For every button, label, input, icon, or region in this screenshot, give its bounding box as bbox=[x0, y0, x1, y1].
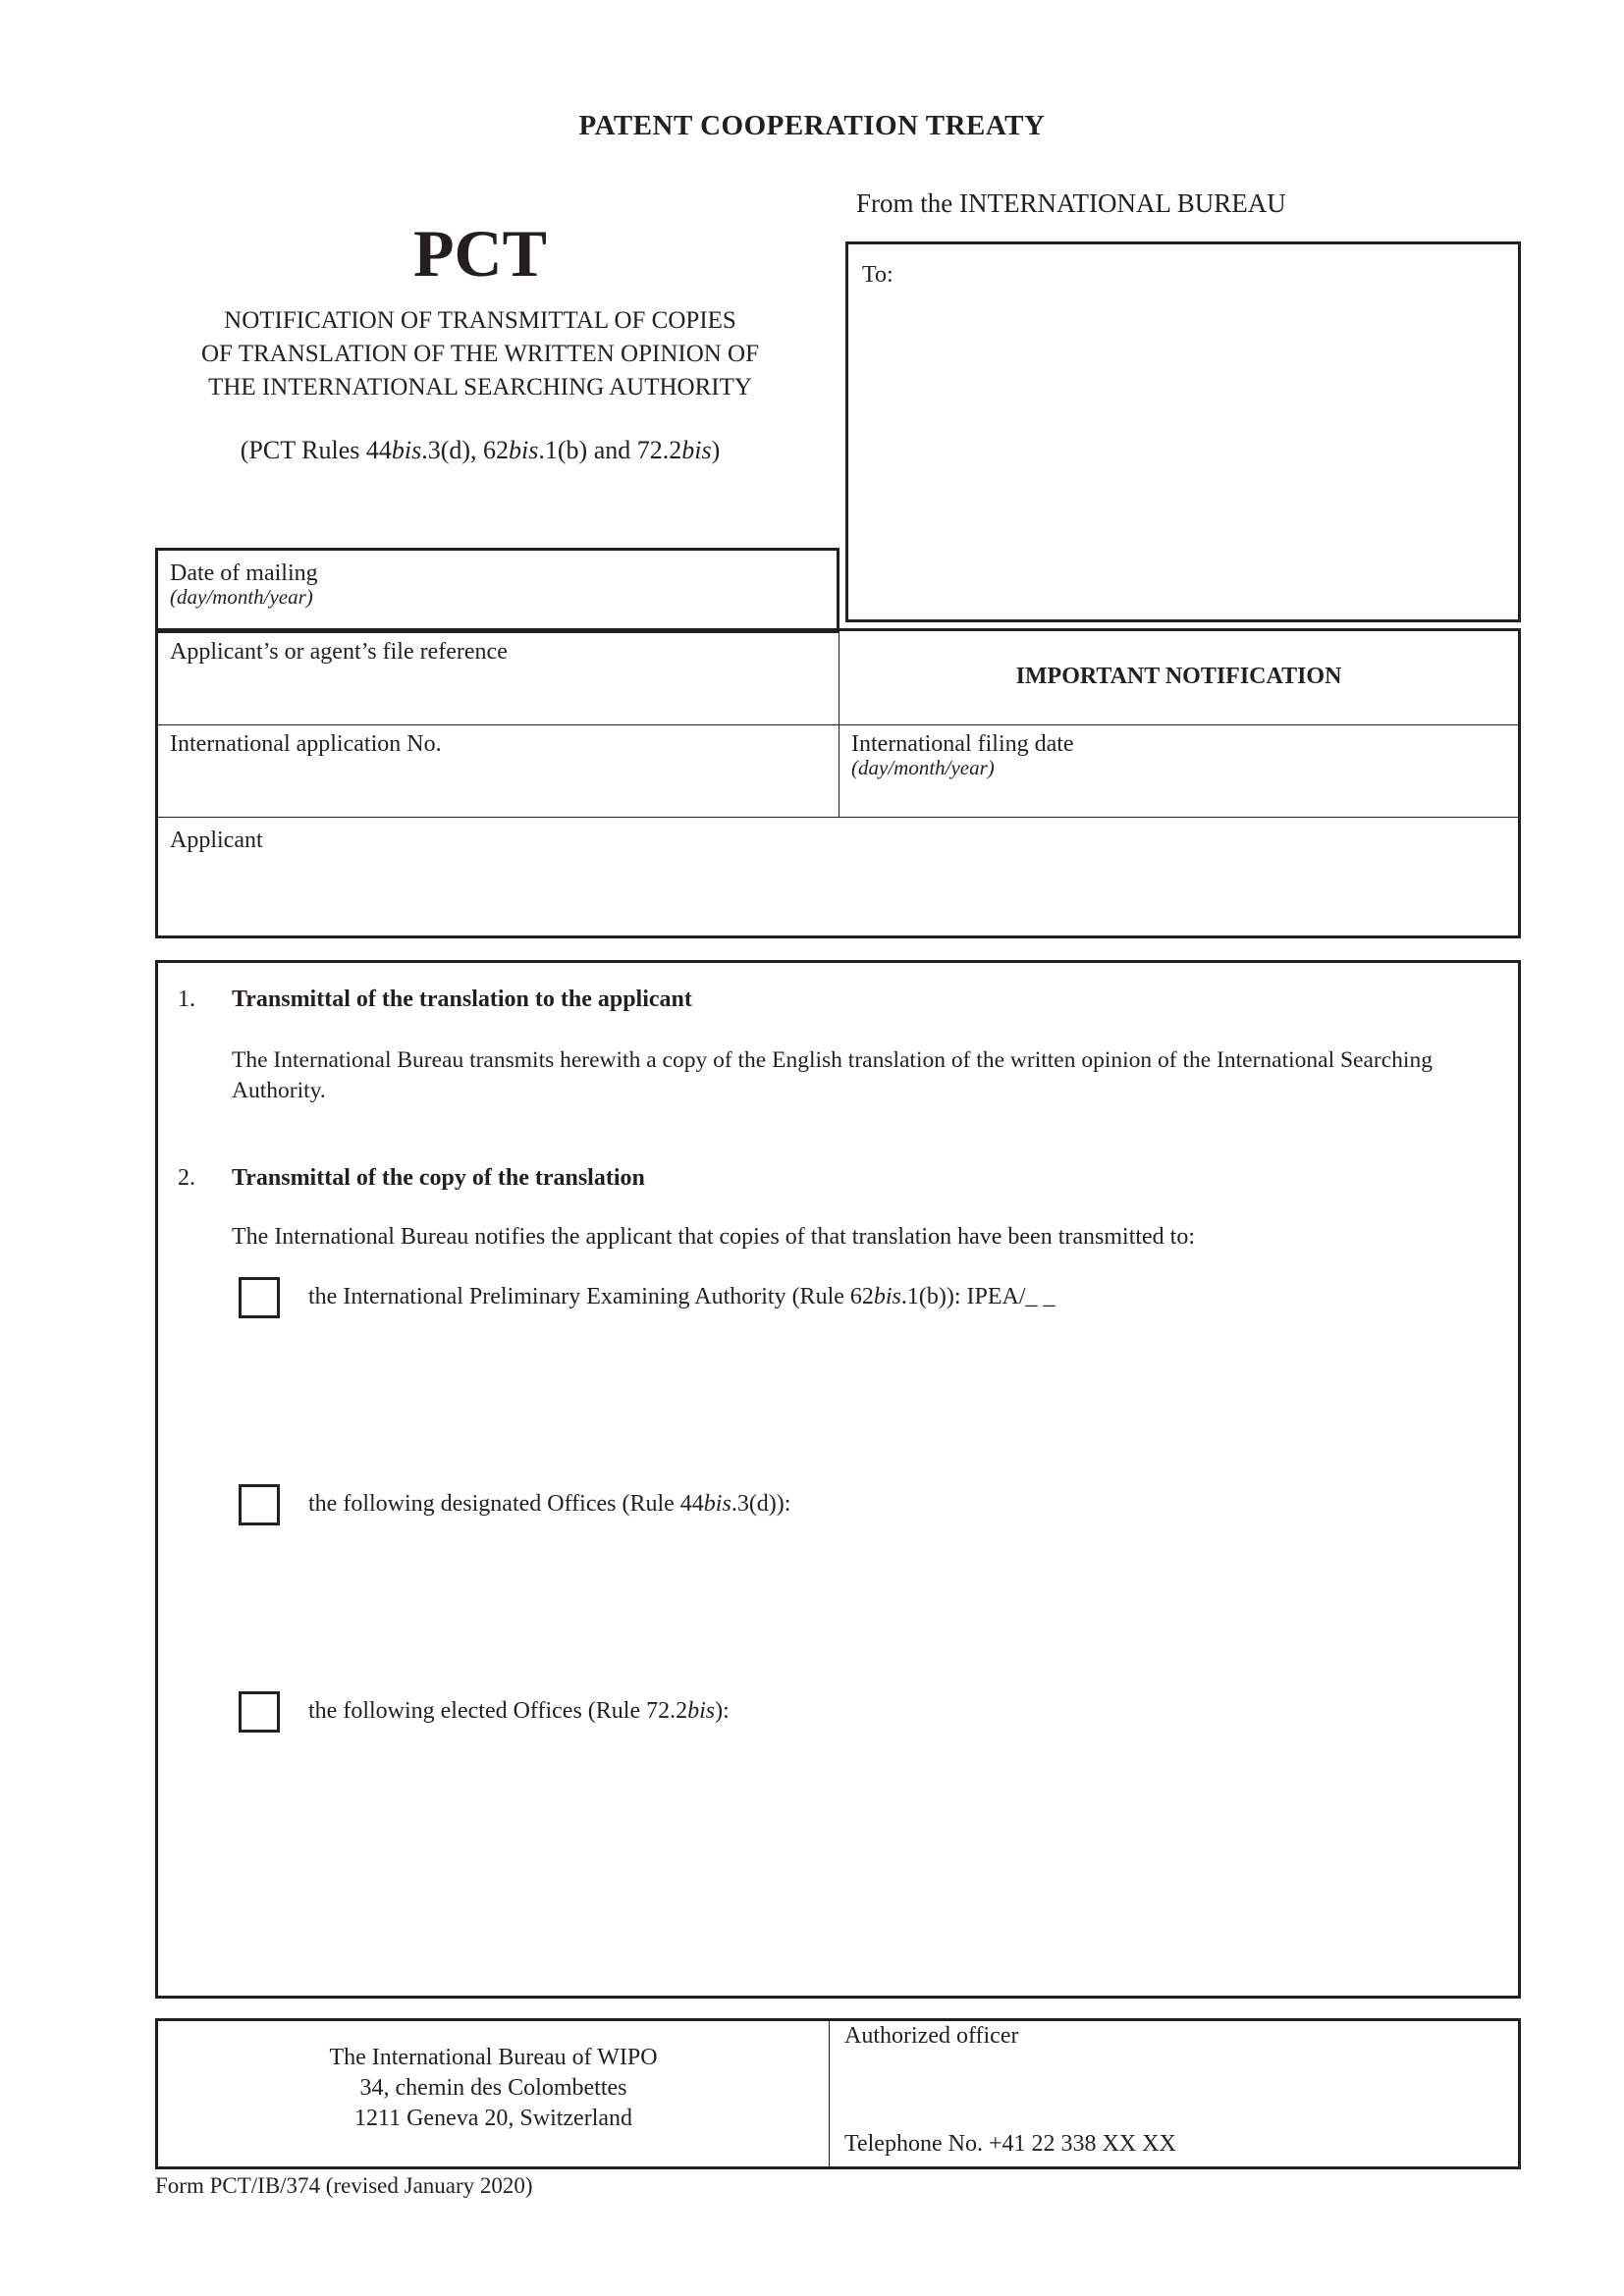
address-line-3: 1211 Geneva 20, Switzerland bbox=[353, 2106, 633, 2131]
notification-title-line-3: THE INTERNATIONAL SEARCHING AUTHORITY bbox=[208, 374, 752, 400]
applicant-field[interactable] bbox=[158, 818, 1518, 935]
designated-offices-checkbox[interactable] bbox=[239, 1484, 280, 1525]
filing-date-field[interactable] bbox=[839, 725, 1518, 817]
application-details-box bbox=[155, 628, 1521, 938]
file-reference-label: Applicant’s or agent’s file reference bbox=[170, 639, 508, 665]
date-of-mailing-label: Date of mailing (day/month/year) bbox=[170, 561, 318, 609]
applicant-label: Applicant bbox=[170, 828, 263, 853]
section-1-title: Transmittal of the translation to the applicant bbox=[232, 987, 692, 1012]
footer-divider bbox=[829, 2021, 830, 2166]
address-line-2: 34, chemin des Colombettes bbox=[359, 2075, 627, 2101]
important-notification-cell bbox=[839, 631, 1518, 724]
transmittal-box bbox=[155, 960, 1521, 1999]
footer-box bbox=[155, 2018, 1521, 2169]
wipo-address bbox=[158, 2043, 829, 2134]
section-2-title: Transmittal of the copy of the translation bbox=[232, 1165, 645, 1191]
filing-date-hint: (day/month/year) bbox=[851, 756, 995, 779]
section-2-number: 2. bbox=[178, 1165, 195, 1191]
filing-date-label: International filing date (day/month/year) bbox=[851, 731, 1074, 779]
elected-offices-label: the following elected Offices (Rule 72.2bis): bbox=[308, 1698, 730, 1724]
ipea-checkbox[interactable] bbox=[239, 1277, 280, 1318]
designated-offices-label: the following designated Offices (Rule 44bis.3(d)): bbox=[308, 1491, 791, 1517]
address-line-1: The International Bureau of WIPO bbox=[329, 2045, 658, 2070]
application-number-field[interactable] bbox=[158, 725, 839, 817]
section-2-body: The International Bureau notifies the applicant that copies of that translation have been transmitted to: bbox=[232, 1224, 1196, 1250]
ipea-option-label: the International Preliminary Examining Authority (Rule 62bis.1(b)): IPEA/_ _ bbox=[308, 1284, 1056, 1309]
notification-title bbox=[157, 304, 803, 404]
notification-title-line-2: OF TRANSLATION OF THE WRITTEN OPINION OF bbox=[200, 341, 760, 367]
application-number-label: International application No. bbox=[170, 731, 442, 757]
treaty-title: PATENT COOPERATION TREATY bbox=[578, 110, 1046, 141]
file-reference-field[interactable] bbox=[158, 631, 839, 724]
important-notification: IMPORTANT NOTIFICATION bbox=[1015, 664, 1342, 689]
date-of-mailing-field[interactable] bbox=[155, 548, 839, 633]
elected-offices-checkbox[interactable] bbox=[239, 1691, 280, 1733]
authorized-officer-label: Authorized officer bbox=[844, 2023, 1019, 2049]
section-1-number: 1. bbox=[178, 987, 195, 1012]
date-of-mailing-hint: (day/month/year) bbox=[170, 585, 313, 609]
rules-reference: (PCT Rules 44bis.3(d), 62bis.1(b) and 72.2bis) bbox=[240, 436, 721, 464]
notification-title-line-1: NOTIFICATION OF TRANSMITTAL OF COPIES bbox=[224, 307, 736, 334]
pct-mark: PCT bbox=[413, 216, 547, 291]
section-1-body: The International Bureau transmits herewith a copy of the English translation of the written opinion of the International Searching Authority. bbox=[232, 1047, 1433, 1103]
form-identifier: Form PCT/IB/374 (revised January 2020) bbox=[155, 2173, 533, 2198]
to-label: To: bbox=[862, 262, 893, 288]
from-line: From the INTERNATIONAL BUREAU bbox=[856, 188, 1286, 218]
to-box[interactable] bbox=[845, 241, 1521, 622]
telephone-number: Telephone No. +41 22 338 XX XX bbox=[844, 2131, 1176, 2157]
